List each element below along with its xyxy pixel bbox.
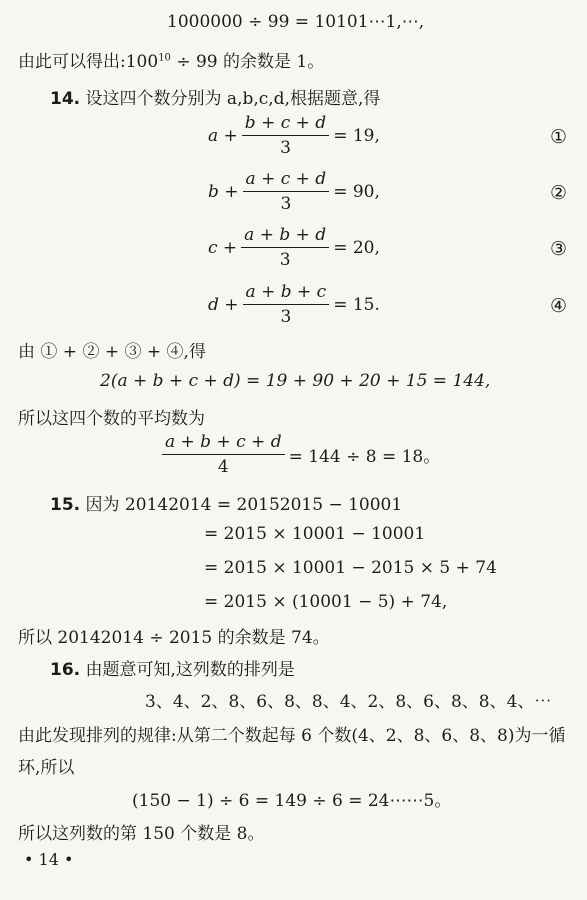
eq2-numerator: a + c + d [243,169,330,192]
division-line: 1000000 ÷ 99 = 10101⋯1,⋯, [167,12,425,32]
problem-14-number: 14. [50,89,81,109]
remainder-exponent: 10 [158,52,171,64]
problem-15-line-1 [50,490,402,515]
eq3-fraction [241,225,329,270]
eq1-rhs: = 19, [333,125,380,146]
remainder-post: ÷ 99 的余数是 1。 [170,52,325,72]
remainder-pre: 由此可以得出:100 [18,52,159,72]
calc-line: (150 − 1) ÷ 6 = 149 ÷ 6 = 24⋯⋯5。 [132,791,452,811]
sum-equation: 2(a + b + c + d) = 19 + 90 + 20 + 15 = 144, [100,371,491,391]
combine-statement: 由 ① + ② + ③ + ④,得 [18,342,206,362]
problem-16-number: 16. [50,660,81,680]
average-equation [158,432,440,477]
eq4-lhs: d + [208,294,239,315]
average-rhs: = 144 ÷ 8 = 18。 [288,447,441,467]
equation-2-marker: ② [550,182,568,204]
sequence: 3、4、2、8、6、8、8、4、2、8、6、8、8、4、⋯ [145,692,552,712]
eq1-lhs: a + [208,125,238,146]
eq2-denominator: 3 [280,194,292,214]
problem-15-line-3: = 2015 × 10001 − 2015 × 5 + 74 [204,558,497,578]
eq2-lhs: b + [208,181,239,202]
eq3-lhs: c + [208,237,238,258]
problem-15-line-2: = 2015 × 10001 − 10001 [204,524,426,544]
equation-1 [208,113,380,158]
equation-2 [208,169,380,214]
remainder-statement [18,47,324,72]
problem-15-line-4: = 2015 × (10001 − 5) + 74, [204,592,448,612]
problem-14-intro [50,84,380,109]
eq4-fraction [243,282,330,327]
equation-4-marker: ④ [550,295,568,317]
rule-line-1: 由此发现排列的规律:从第二个数起每 6 个数(4、2、8、6、8、8)为一循 [18,726,566,746]
problem-16-conclusion: 所以这列数的第 150 个数是 8。 [18,824,265,844]
eq1-numerator: b + c + d [242,113,329,136]
equation-1-marker: ① [550,126,568,148]
problem-15-conclusion: 所以 20142014 ÷ 2015 的余数是 74。 [18,628,330,648]
eq1-denominator: 3 [280,138,291,158]
eq3-rhs: = 20, [333,237,380,258]
problem-15-text: 因为 20142014 = 20152015 − 10001 [85,495,403,515]
problem-16-intro [50,655,295,680]
eq3-numerator: a + b + d [241,225,329,248]
average-denominator: 4 [217,457,229,477]
equation-4 [208,282,380,327]
average-statement: 所以这四个数的平均数为 [18,409,205,429]
eq4-denominator: 3 [280,307,292,327]
page-number: • 14 • [24,850,74,869]
eq2-fraction [243,169,330,214]
eq3-denominator: 3 [279,250,291,270]
equation-3-marker: ③ [550,238,568,260]
eq4-numerator: a + b + c [243,282,330,305]
problem-14-text: 设这四个数分别为 a,b,c,d,根据题意,得 [85,89,381,109]
problem-16-text: 由题意可知,这列数的排列是 [85,660,295,680]
eq2-rhs: = 90, [333,181,380,202]
problem-15-number: 15. [50,495,81,515]
eq4-rhs: = 15. [333,294,380,315]
equation-3 [208,225,380,270]
rule-line-2: 环,所以 [18,758,75,778]
average-numerator: a + b + c + d [162,432,285,455]
average-fraction [162,432,285,477]
eq1-fraction [242,113,329,158]
